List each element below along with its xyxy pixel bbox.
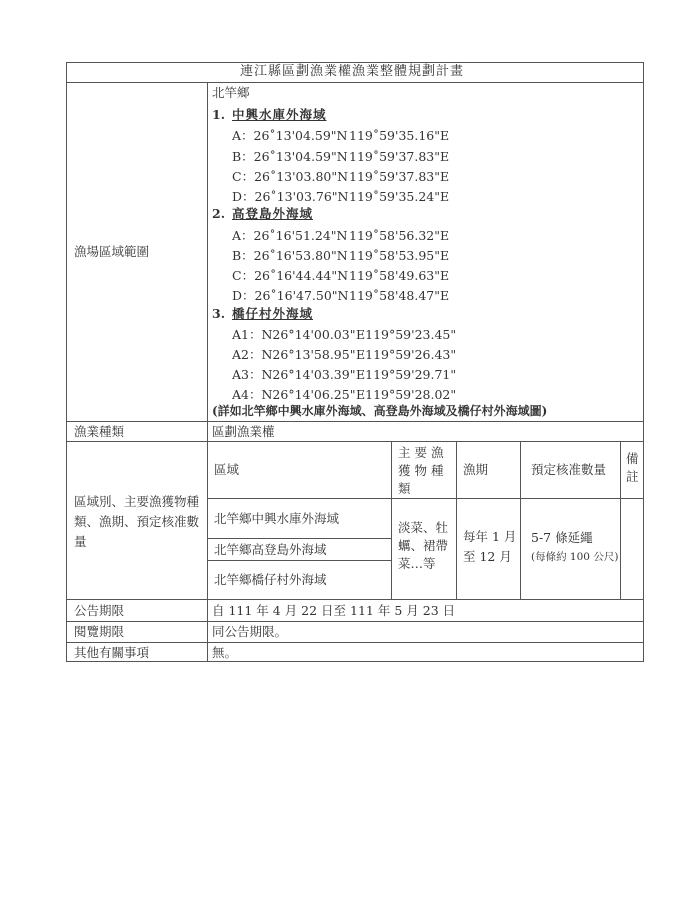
other-label: 其他有關事項 bbox=[74, 645, 150, 660]
coordinate-lon: E119°59'26.43" bbox=[356, 347, 457, 362]
announce-value: 自 111 年 4 月 22 日至 111 年 5 月 23 日 bbox=[212, 603, 456, 618]
coordinate-lon: E119°59'23.45" bbox=[356, 327, 457, 342]
coordinate-lon: 119˚59'35.24"E bbox=[349, 189, 450, 204]
area-label: 漁場區域範圍 bbox=[74, 244, 150, 259]
coordinate-lon: 119˚59'37.83"E bbox=[349, 169, 450, 184]
column-divider bbox=[207, 82, 208, 662]
fishery-type-label: 漁業種類 bbox=[74, 424, 125, 439]
row-divider bbox=[66, 599, 644, 600]
quota-header: 預定核准數量 bbox=[531, 462, 607, 477]
catch-species: 蠣、裙帶 bbox=[398, 538, 449, 553]
catch-species: 菜…等 bbox=[398, 556, 436, 571]
coordinate-lon: 119˚58'48.47"E bbox=[349, 288, 450, 303]
site-name: 橋仔村外海域 bbox=[232, 306, 314, 321]
fishery-type-value: 區劃漁業權 bbox=[212, 424, 275, 439]
coordinate-label: B：26˚13'04.59"N bbox=[232, 149, 348, 164]
coordinate-label: A：26˚16'51.24"N bbox=[232, 228, 348, 243]
coordinate-lon: E119°59'28.02" bbox=[356, 387, 457, 402]
inner-column-divider bbox=[520, 441, 521, 599]
coordinate-lon: 119˚58'56.32"E bbox=[349, 228, 450, 243]
fishing-season: 至 12 月 bbox=[463, 549, 512, 564]
inner-column-divider bbox=[391, 441, 392, 599]
inner-row-divider bbox=[207, 538, 391, 539]
other-value: 無。 bbox=[212, 645, 238, 660]
region-cell: 北竿鄉橋仔村外海域 bbox=[214, 572, 327, 587]
region-cell: 北竿鄉高登島外海域 bbox=[214, 542, 327, 557]
detail-label: 類、漁期、預定核准數 bbox=[74, 514, 200, 529]
catch-header: 類 bbox=[398, 481, 411, 496]
remark-header: 備 bbox=[626, 451, 639, 466]
coordinate-label: D：26˚16'47.50"N bbox=[232, 288, 349, 303]
coordinate-label: D：26˚13'03.76"N bbox=[232, 189, 349, 204]
coordinate-lon: 119˚58'49.63"E bbox=[349, 268, 450, 283]
map-reference-note: (詳如北竿鄉中興水庫外海域、高登島外海域及橋仔村外海域圖) bbox=[212, 404, 548, 418]
region-cell: 北竿鄉中興水庫外海域 bbox=[214, 511, 340, 526]
catch-header: 獲 物 種 bbox=[398, 463, 444, 478]
site-name: 高登島外海域 bbox=[232, 206, 314, 221]
row-divider bbox=[66, 82, 644, 83]
inner-row-divider bbox=[207, 560, 391, 561]
catch-species: 淡菜、牡 bbox=[398, 520, 449, 535]
row-divider bbox=[66, 621, 644, 622]
coordinate-label: C：26˚16'44.44"N bbox=[232, 268, 349, 283]
site-number: 2. bbox=[212, 206, 226, 221]
coordinate-label: A2：N26°13'58.95" bbox=[232, 347, 356, 362]
quota-note: (每條約 100 公尺) bbox=[531, 551, 619, 563]
coordinate-label: B：26˚16'53.80"N bbox=[232, 248, 348, 263]
inner-column-divider bbox=[620, 441, 621, 599]
season-header: 漁期 bbox=[463, 462, 489, 477]
row-divider bbox=[66, 421, 644, 422]
coordinate-lon: 119˚58'53.95"E bbox=[349, 248, 450, 263]
coordinate-label: A3：N26°14'03.39" bbox=[232, 367, 356, 382]
coordinate-lon: 119˚59'35.16"E bbox=[349, 128, 450, 143]
detail-label: 量 bbox=[74, 534, 87, 549]
coordinate-lon: E119°59'29.71" bbox=[356, 367, 457, 382]
inner-column-divider bbox=[456, 441, 457, 599]
coordinate-label: A：26˚13'04.59"N bbox=[232, 128, 348, 143]
row-divider bbox=[66, 441, 644, 442]
inner-row-divider bbox=[207, 498, 644, 499]
site-number: 1. bbox=[212, 107, 226, 122]
township-name: 北竿鄉 bbox=[212, 85, 250, 100]
region-header: 區域 bbox=[214, 462, 240, 477]
coordinate-label: A4：N26°14'06.25" bbox=[232, 387, 356, 402]
page-title: 連江縣區劃漁業權漁業整體規劃計畫 bbox=[240, 64, 465, 79]
site-name: 中興水庫外海域 bbox=[232, 107, 327, 122]
remark-header: 註 bbox=[626, 469, 639, 484]
view-value: 同公告期限。 bbox=[212, 624, 288, 639]
detail-label: 區域別、主要漁獲物種 bbox=[74, 494, 200, 509]
coordinate-label: A1：N26°14'00.03" bbox=[232, 327, 356, 342]
announce-label: 公告期限 bbox=[74, 603, 125, 618]
site-number: 3. bbox=[212, 306, 226, 321]
row-divider bbox=[66, 642, 644, 643]
coordinate-lon: 119˚59'37.83"E bbox=[349, 149, 450, 164]
catch-header: 主 要 漁 bbox=[398, 445, 444, 460]
view-label: 閱覽期限 bbox=[74, 624, 125, 639]
fishing-season: 每年 1 月 bbox=[463, 529, 517, 544]
quota-value: 5-7 條延繩 bbox=[531, 530, 593, 545]
coordinate-label: C：26˚13'03.80"N bbox=[232, 169, 349, 184]
